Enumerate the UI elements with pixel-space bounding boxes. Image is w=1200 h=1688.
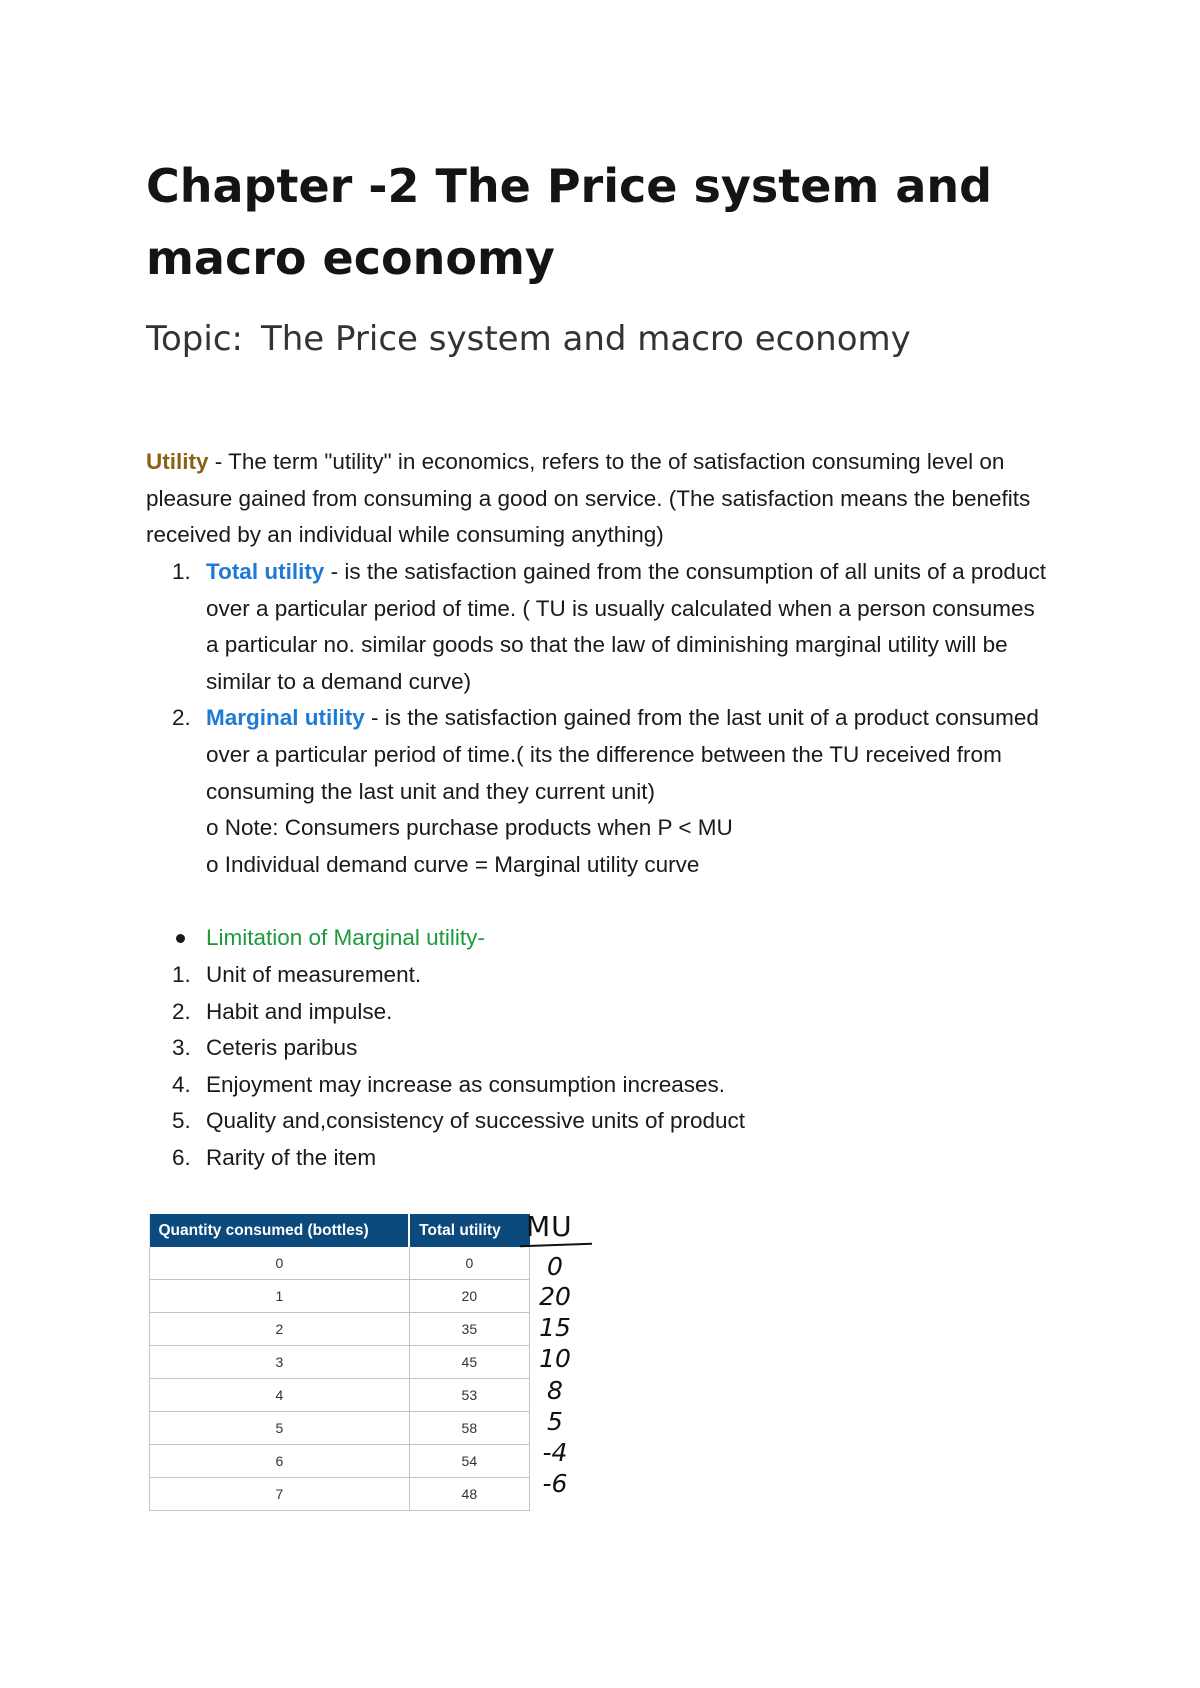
table-row <box>150 1379 530 1412</box>
list-number: 5. <box>172 1108 191 1134</box>
table-row <box>150 1412 530 1445</box>
list-item <box>146 1103 1046 1140</box>
table-row <box>150 1280 530 1313</box>
total-utility-term: Total utility <box>206 559 325 584</box>
table-header-row <box>150 1214 530 1247</box>
note-consumers-purchase: o Note: Consumers purchase products when P < MU <box>206 815 733 841</box>
cell-quantity: 0 <box>150 1247 410 1280</box>
mu-value: 20 <box>539 1282 571 1311</box>
list-number: 1. <box>172 559 191 584</box>
topic-line <box>146 316 911 362</box>
topic-label: Topic: <box>146 319 243 359</box>
list-item-total-utility <box>146 554 1046 700</box>
cell-total-utility: 53 <box>409 1379 529 1412</box>
utility-types-list <box>146 554 1046 883</box>
mu-header: MU <box>526 1210 573 1243</box>
mu-value: 0 <box>547 1252 563 1281</box>
cell-quantity: 3 <box>150 1346 410 1379</box>
cell-total-utility: 45 <box>409 1346 529 1379</box>
cell-total-utility: 20 <box>409 1280 529 1313</box>
list-item-text: Ceteris paribus <box>206 1035 358 1061</box>
mu-value: 8 <box>547 1376 563 1405</box>
utility-table-image <box>149 1214 530 1503</box>
topic-value: The Price system and macro economy <box>260 319 911 359</box>
limitation-list <box>146 957 1046 1177</box>
mu-value: -4 <box>542 1438 568 1467</box>
list-item-text: Enjoyment may increase as consumption increases. <box>206 1071 725 1097</box>
limitation-heading <box>146 920 1046 957</box>
list-item <box>146 1140 1046 1177</box>
cell-total-utility: 35 <box>409 1313 529 1346</box>
utility-definition <box>146 444 1046 554</box>
cell-quantity: 4 <box>150 1379 410 1412</box>
cell-quantity: 7 <box>150 1478 410 1511</box>
mu-value: -6 <box>542 1469 568 1498</box>
list-item-text: Unit of measurement. <box>206 962 422 987</box>
list-number: 1. <box>172 962 191 987</box>
utility-table <box>149 1214 530 1511</box>
table-row <box>150 1247 530 1280</box>
note-demand-curve: o Individual demand curve = Marginal utility curve <box>206 851 700 877</box>
table-row <box>150 1478 530 1511</box>
cell-quantity: 6 <box>150 1445 410 1478</box>
list-item-text: Quality and,consistency of successive units of product <box>206 1108 746 1134</box>
cell-quantity: 5 <box>150 1412 410 1445</box>
table-row <box>150 1445 530 1478</box>
list-number: 2. <box>172 705 191 731</box>
list-item-marginal-utility <box>146 700 1046 810</box>
cell-quantity: 1 <box>150 1280 410 1313</box>
limitation-label: Limitation of Marginal utility- <box>206 925 485 950</box>
marginal-utility-term: Marginal utility <box>206 705 365 731</box>
list-number: 3. <box>172 1035 191 1061</box>
list-number: 4. <box>172 1071 191 1097</box>
list-item <box>146 994 1046 1031</box>
cell-total-utility: 0 <box>409 1247 529 1280</box>
header-total-utility: Total utility <box>409 1214 529 1247</box>
mu-value: 5 <box>547 1407 563 1436</box>
list-number: 6. <box>172 1144 191 1170</box>
cell-total-utility: 54 <box>409 1445 529 1478</box>
header-quantity: Quantity consumed (bottles) <box>150 1214 410 1247</box>
list-item <box>146 1030 1046 1067</box>
table-row <box>150 1313 530 1346</box>
bullet-dot-icon <box>176 934 185 943</box>
mu-value: 15 <box>539 1313 571 1342</box>
cell-quantity: 2 <box>150 1313 410 1346</box>
utility-text: - The term "utility" in economics, refers to the of satisfaction consuming level on pleasure gained from consuming a good on service. (The satisfaction means the benefits received by an individual while consuming anything) <box>146 449 1031 548</box>
list-item-text: Habit and impulse. <box>206 998 393 1024</box>
table-row <box>150 1346 530 1379</box>
marginal-utility-text: - is the satisfaction gained from the last unit of a product consumed over a particular period of time.( its the difference between the TU received from consuming the last unit and they current unit) <box>206 705 1039 804</box>
cell-total-utility: 48 <box>409 1478 529 1511</box>
mu-value: 10 <box>539 1344 571 1373</box>
total-utility-text: - is the satisfaction gained from the consumption of all units of a product over a particular period of time. ( TU is usually calculated when a person consumes a particular no. similar goods so that the law of diminishing marginal utility will be similar to a demand curve) <box>206 559 1046 694</box>
chapter-title: Chapter -2 The Price system and macro economy <box>146 159 993 285</box>
mu-underline <box>520 1243 592 1248</box>
cell-total-utility: 58 <box>409 1412 529 1445</box>
list-item <box>146 957 1046 994</box>
list-number: 2. <box>172 998 191 1024</box>
list-item <box>146 1067 1046 1104</box>
utility-term: Utility <box>146 449 209 474</box>
list-item-text: Rarity of the item <box>206 1144 377 1170</box>
